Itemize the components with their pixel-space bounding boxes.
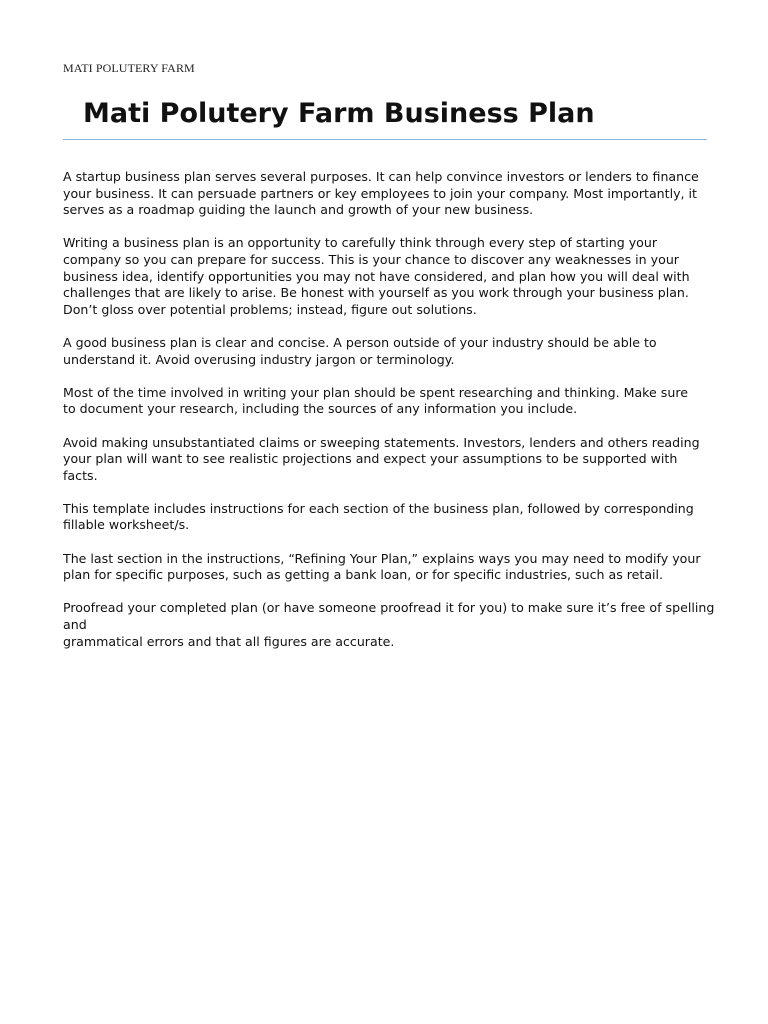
title-divider	[63, 139, 707, 140]
paragraph-opportunity: Writing a business plan is an opportunity to carefully think through every step of starting your company so you can prepare for success. This is your chance to discover any weaknesses in your business idea, identify opportunities you may not have considered, and plan how you will deal with challenges that are likely to arise. Be honest with yourself as you work through your business plan. Don’t gloss over potential problems; instead, figure out solutions.	[63, 235, 690, 317]
paragraph-claims: Avoid making unsubstantiated claims or sweeping statements. Investors, lenders and others reading your plan will want to see realistic projections and expect your assumptions to be supported with facts.	[63, 434, 700, 483]
paragraph-clarity: A good business plan is clear and concise. A person outside of your industry should be able to understand it. Avoid overusing industry jargon or terminology.	[63, 334, 657, 367]
paragraph-template: This template includes instructions for each section of the business plan, followed by corresponding fillable worksheet/s.	[63, 500, 694, 533]
page-header: MATI POLUTERY FARM	[63, 61, 195, 75]
document-title: Mati Polutery Farm Business Plan	[83, 98, 595, 129]
document-body	[63, 169, 718, 667]
paragraph-proofread: Proofread your completed plan (or have someone proofread it for you) to make sure it’s free of spelling and grammatical errors and that all figures are accurate.	[63, 600, 715, 649]
paragraph-refining: The last section in the instructions, “Refining Your Plan,” explains ways you may need to modify your plan for specific purposes, such as getting a bank loan, or for specific industries, such as retail.	[63, 550, 701, 583]
paragraph-purpose: A startup business plan serves several purposes. It can help convince investors or lenders to finance your business. It can persuade partners or key employees to join your company. Most importantly, it serves as a roadmap guiding the launch and growth of your new business.	[63, 169, 699, 218]
paragraph-research: Most of the time involved in writing your plan should be spent researching and thinking. Make sure to document your research, including the sources of any information you include.	[63, 384, 688, 417]
